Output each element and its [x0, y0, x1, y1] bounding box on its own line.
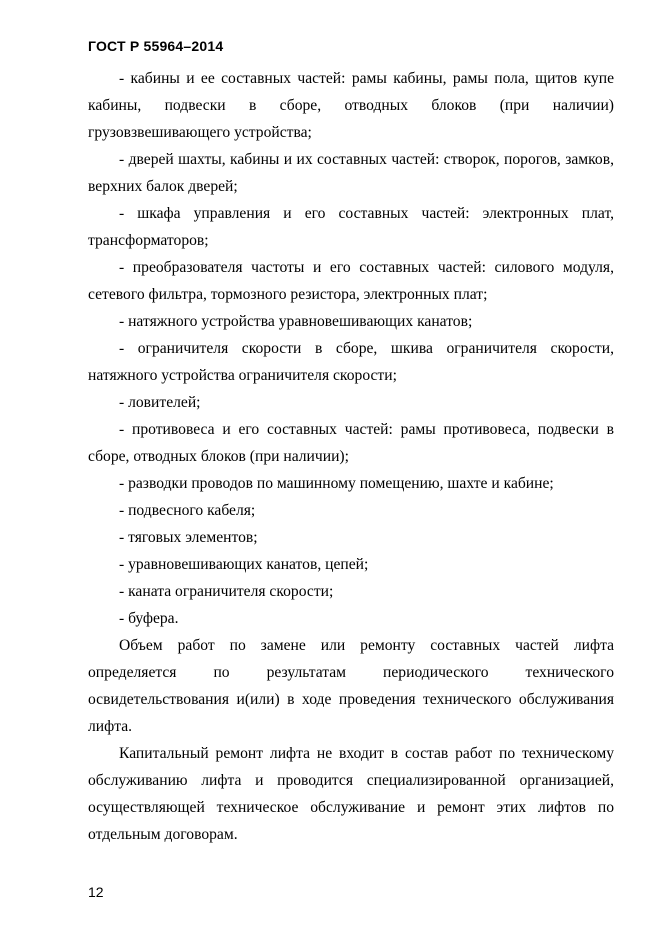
paragraph-wiring: - разводки проводов по машинному помещению, шахте и кабине; [119, 475, 554, 492]
document-header: ГОСТ Р 55964–2014 [88, 38, 224, 54]
paragraph-counterweight: - противовеса и его составных частей: рамы противовеса, подвески в сборе, отводных блоков (при наличии); [88, 421, 614, 465]
paragraph-hanging-cable: - подвесного кабеля; [119, 502, 256, 519]
paragraph-speed-limiter: - ограничителя скорости в сборе, шкива ограничителя скорости, натяжного устройства ограничителя скорости; [88, 340, 614, 384]
paragraph-scope-of-work: Объем работ по замене или ремонту составных частей лифта определяется по результатам периодического технического освидетельствования и(или) в ходе проведения технического обслуживания лифта. [88, 637, 614, 735]
paragraph-limiter-rope: - каната ограничителя скорости; [119, 583, 334, 600]
paragraph-balancing-ropes: - уравновешивающих канатов, цепей; [119, 556, 369, 573]
paragraph-traction-elements: - тяговых элементов; [119, 529, 258, 546]
paragraph-buffer: - буфера. [119, 610, 179, 627]
paragraph-control-cabinet: - шкафа управления и его составных частей: электронных плат, трансформаторов; [88, 205, 614, 249]
paragraph-tension-device: - натяжного устройства уравновешивающих канатов; [119, 313, 473, 330]
paragraph-frequency-converter: - преобразователя частоты и его составных частей: силового модуля, сетевого фильтра, тормозного резистора, электронных плат; [88, 259, 614, 303]
paragraph-shaft-doors: - дверей шахты, кабины и их составных частей: створок, порогов, замков, верхних балок дверей; [88, 151, 614, 195]
page-number: 12 [88, 884, 104, 900]
paragraph-cabin-parts: - кабины и ее составных частей: рамы кабины, рамы пола, щитов купе кабины, подвески в сборе, отводных блоков (при наличии) грузовзвешивающего устройства; [88, 70, 614, 141]
document-body [88, 65, 614, 848]
paragraph-capital-repair: Капитальный ремонт лифта не входит в состав работ по техническому обслуживанию лифта и проводится специализированной организацией, осуществляющей техническое обслуживание и ремонт этих лифтов по отдельным договорам. [88, 745, 614, 843]
paragraph-catchers: - ловителей; [119, 394, 201, 411]
